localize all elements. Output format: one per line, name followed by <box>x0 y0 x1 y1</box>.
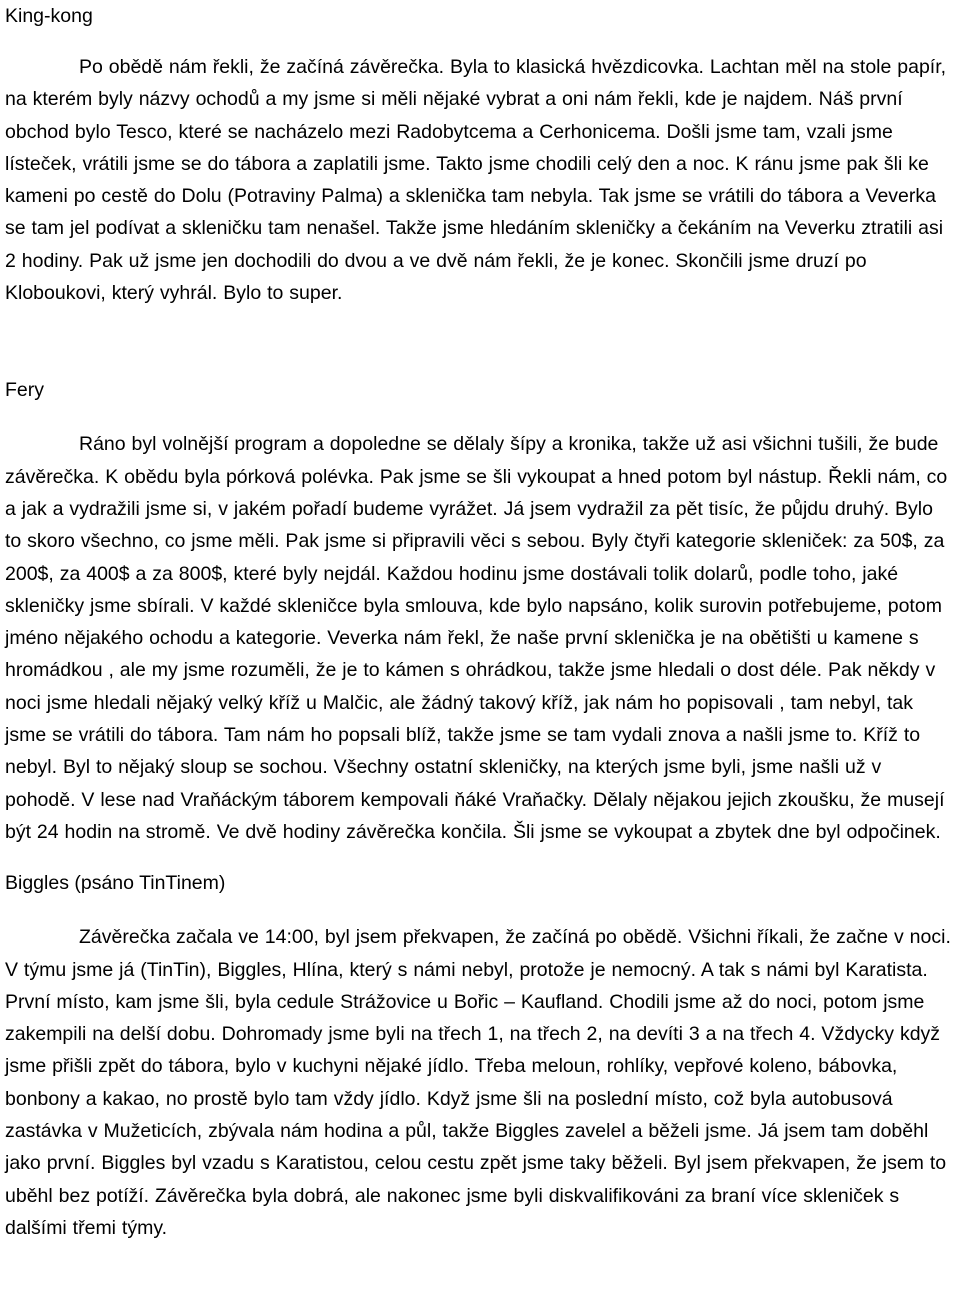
section-paragraph: Ráno byl volnější program a dopoledne se dělaly šípy a kronika, takže už asi všichni tušili, že bude závěrečka. K obědu byla pórková polévka. Pak jsme se šli vykoupat a hned potom byl nástup. Řekli nám, co a jak a vydražili jsme si, v jakém pořadí budeme vyrážet. Já jsem vydražil za pět tisíc, že půjdu druhý. Bylo to skoro všechno, co jsme měli. Pak jsme si připravili věci s sebou. Byly čtyři kategorie skleniček: za 50$, za 200$, za 400$ a za 800$, které byly nejdál. Každou hodinu jsme dostávali tolik dolarů, podle toho, jaké skleničky jsme sbírali. V každé skleničce byla smlouva, kde bylo napsáno, kolik surovin potřebujeme, potom jméno nějakého ochodu a kategorie. Veverka nám řekl, že naše první sklenička je na obětišti u kamene s hromádkou , ale my jsme rozuměli, že je to kámen s ohrádkou, takže jsme hledali o dost déle. Pak někdy v noci jsme hledali nějaký velký kříž u Malčic, ale žádný takový kříž, jak nám ho popisovali , tam nebyl, tak jsme se vrátili do tábora. Tam nám ho popsali blíž, takže jsme se tam vydali znova a našli jsme to. Kříž to nebyl. Byl to nějaký sloup se sochou. Všechny ostatní skleničky, na kterých jsme byli, jsme našli už v pohodě. V lese nad Vraňáckým táborem kempovali ňáké Vraňačky. Dělaly nějakou jejich zkoušku, že musejí být 24 hodin na stromě. Ve dvě hodiny závěrečka končila. Šli jsme se vykoupat a zbytek dne byl odpočinek. <box>5 433 948 843</box>
section-biggles <box>5 867 953 1244</box>
section-title: King-kong <box>5 5 93 27</box>
document-page <box>5 0 953 1244</box>
section-paragraph: Závěrečka začala ve 14:00, byl jsem překvapen, že začíná po obědě. Všichni říkali, že začne v noci. V týmu jsme já (TinTin), Biggles, Hlína, který s námi nebyl, protože je nemocný. A tak s námi byl Karatista. První místo, kam jsme šli, byla cedule Strážovice u Bořic – Kaufland. Chodili jsme až do noci, potom jsme zakempili na delší dobu. Dohromady jsme byli na třech 1, na třech 2, na devíti 3 a na třech 4. Vždycky když jsme přišli zpět do tábora, bylo v kuchyni nějaké jídlo. Třeba meloun, rohlíky, vepřové koleno, bábovka, bonbony a kakao, no prostě bylo tam vždy jídlo. Když jsme šli na poslední místo, což byla autobusová zastávka v Mužeticích, zbývala nám hodina a půl, takže Biggles zavelel a běželi jsme. Já jsem tam doběhl jako první. Biggles byl vzadu s Karatistou, celou cestu zpět jsme taky běželi. Byl jsem překvapen, že jsem to uběhl bez potíží. Závěrečka byla dobrá, ale nakonec jsme byli diskvalifikováni za braní více skleniček s dalšími třemi týmy. <box>5 926 951 1239</box>
section-paragraph: Po obědě nám řekli, že začíná závěrečka. Byla to klasická hvězdicovka. Lachtan měl na stole papír, na kterém byly názvy ochodů a my jsme si měli nějaké vybrat a oni nám řekli, kde je najdem. Náš první obchod bylo Tesco, které se nacházelo mezi Radobytcema a Cerhonicema. Došli jsme tam, vzali jsme lísteček, vrátili jsme se do tábora a zaplatili jsme. Takto jsme chodili celý den a noc. K ránu jsme pak šli ke kameni po cestě do Dolu (Potraviny Palma) a sklenička tam nebyla. Tak jsme se vrátili do tábora a Veverka se tam jel podívat a skleničku tam nenašel. Takže jsme hledáním skleničky a čekáním na Veverku ztratili asi 2 hodiny. Pak už jsme jen dochodili do dvou a ve dvě nám řekli, že je konec. Skončili jsme druzí po Kloboukovi, který vyhrál. Bylo to super. <box>5 56 947 305</box>
section-title: Biggles (psáno TinTinem) <box>5 872 226 895</box>
section-king-kong <box>5 0 953 309</box>
section-fery <box>5 374 953 848</box>
section-title: Fery <box>5 379 44 402</box>
